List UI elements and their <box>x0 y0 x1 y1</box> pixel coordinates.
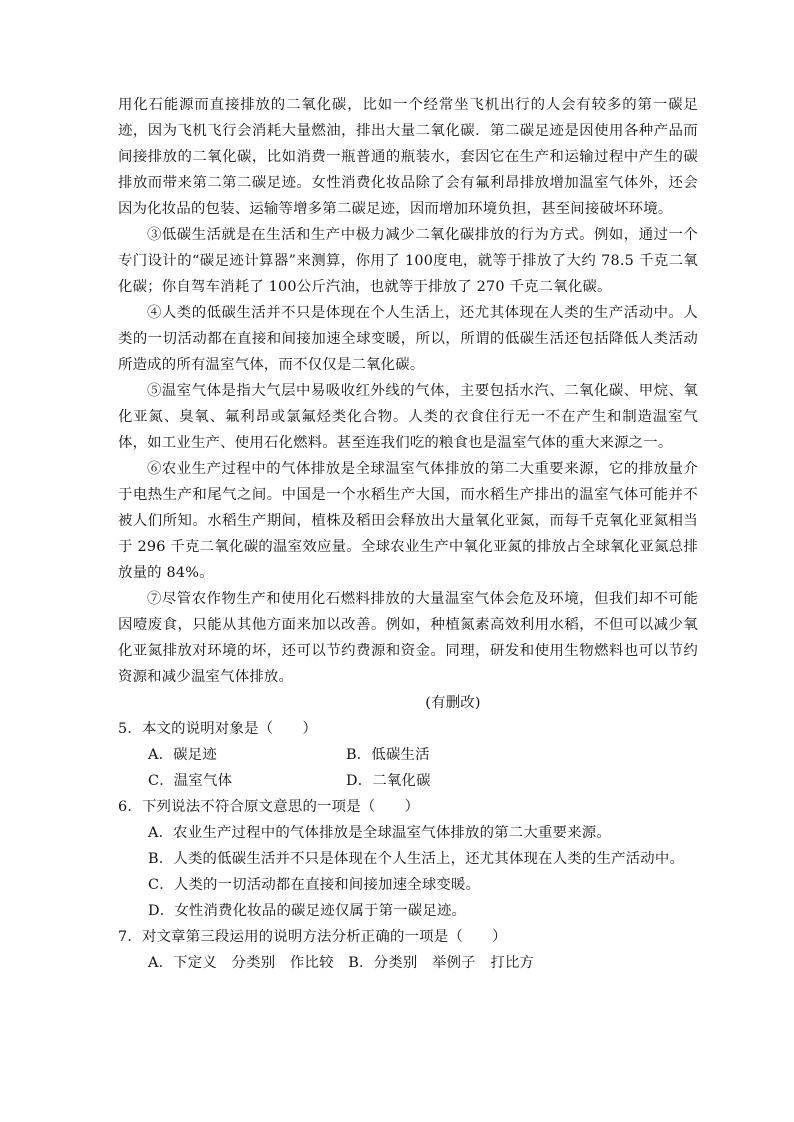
question-5-option-c: C．温室气体 <box>148 773 233 789</box>
question-5-options <box>118 742 698 794</box>
question-6-option-a: A．农业生产过程中的气体排放是全球温室气体排放的第二大重要来源。 <box>148 825 611 841</box>
question-5-option-b: B．低碳生活 <box>346 747 430 763</box>
question-6 <box>118 794 698 924</box>
passage-paragraph-continued: 用化石能源而直接排放的二氧化碳，比如一个经常坐飞机出行的人会有较多的第一碳足迹，因为飞机飞行会消耗大量燃油，排出大量二氧化碳．第二碳足迹是因使用各种产品而间接排放的二氧化碳，比如消费一瓶普通的瓶装水，套因它在生产和运输过程中产生的碳排放而带来第二第二碳足迹。女性消费化妆品除了会有氟利昂排放增加温室气体外，还会因为化妆品的包装、运输等增多第二碳足迹，因而增加环境负担，甚至间接破坏环境。 <box>118 97 698 217</box>
question-6-option-d: D．女性消费化妆品的碳足迹仅属于第一碳足迹。 <box>148 903 467 919</box>
question-5-option-a: A．碳足迹 <box>148 747 217 763</box>
question-5 <box>118 716 698 794</box>
question-7-stem: 7．对文章第三段运用的说明方法分析正确的一项是（ ） <box>118 929 507 945</box>
passage-paragraph-7: ⑦尽管农作物生产和使用化石燃料排放的大量温室气体会危及环境，但我们却不可能因噎废食，只能从其他方面来加以改善。例如，种植氮素高效利用水稻，不但可以减少氧化亚氮排放对环境的坏，还可以节约费源和资金。同理，研发和使用生物燃料也可以节约资源和减少温室气体排放。 <box>118 591 698 685</box>
passage-paragraph-5: ⑤温室气体是指大气层中易吸收红外线的气体，主要包括水汽、二氧化碳、甲烷、氧化亚氮、臭氧、氟利昂或氯氟烃类化合物。人类的衣食住行无一不在产生和制造温室气体，如工业生产、使用石化燃料。甚至连我们吃的粮食也是温室气体的重大来源之一。 <box>118 383 698 451</box>
question-6-option-b: B．人类的低碳生活并不只是体现在个人生活上，还尤其体现在人类的生产活动中。 <box>148 851 685 867</box>
question-5-stem: 5．本文的说明对象是（ ） <box>118 721 318 737</box>
question-6-stem: 6．下列说法不符合原文意思的一项是（ ） <box>118 799 420 815</box>
question-7 <box>118 924 698 976</box>
edit-note: (有删改) <box>425 695 481 711</box>
passage-paragraph-3: ③低碳生活就是在生活和生产中极力减少二氧化碳排放的行为方式。例如，通过一个专门设计的“碳足迹计算器”来测算，你用了 100度电，就等于排放了大约 78.5 千克二氧化碳；你自驾车消耗了 100公斤汽油，也就等于排放了 270 千克二氧化碳。 <box>118 227 698 295</box>
question-5-option-d: D．二氧化碳 <box>346 773 431 789</box>
document-content <box>118 92 698 976</box>
question-6-option-c: C．人类的一切活动都在直接和间接加速全球变暖。 <box>148 877 481 893</box>
question-6-options <box>118 820 698 924</box>
question-7-options: A．下定义 分类别 作比较 B．分类别 举例子 打比方 <box>148 955 535 971</box>
passage-paragraph-4: ④人类的低碳生活并不只是体现在个人生活上，还尤其体现在人类的生产活动中。人类的一切活动都在直接和间接加速全球变暖，所以，所谓的低碳生活还包括降低人类活动所造成的所有温室气体，而不仅仅是二氧化碳。 <box>118 305 698 373</box>
passage-paragraph-6: ⑥农业生产过程中的气体排放是全球温室气体排放的第二大重要来源，它的排放量介于电热生产和尾气之间。中国是一个水稻生产大国，而水稻生产排出的温室气体可能并不被人们所知。水稻生产期间，植株及稻田会释放出大量氧化亚氮，而每千克氧化亚氮相当于 296 千克二氧化碳的温室效应量。全球农业生产中氧化亚氮的排放占全球氧化亚氮总排放量的 84%。 <box>118 461 698 581</box>
